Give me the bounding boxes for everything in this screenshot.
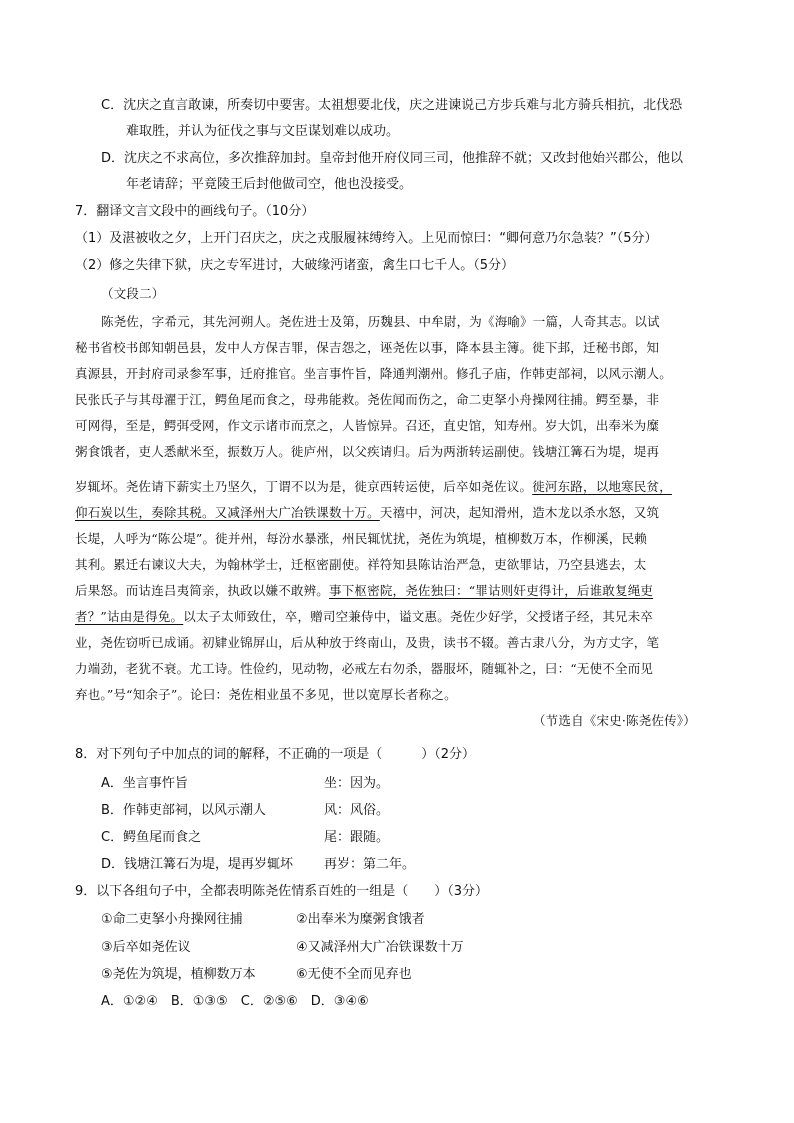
q7-sentence-2: （2）修之失律下狱，庆之专军进讨，大破缘沔诸蛮，禽生口七千人。（5分） — [75, 258, 515, 273]
q8-option-a-sentence: A．坐言事忤旨 — [101, 776, 188, 791]
underlined-sentence-1b: 仰石炭以生，奏除其税。又减泽州大广冶铁课数十万。 — [75, 505, 380, 520]
q9-item: ⑥无使不全而见弃也 — [296, 967, 412, 982]
passage2-line — [75, 479, 672, 495]
passage2-text: 后果怒。而诂连吕夷简亲，执政以嫌不敢辨。 — [75, 583, 330, 598]
passage2-line — [75, 609, 653, 625]
q6-option-c-line1: C．沈庆之直言敢谏，所奏切中要害。太祖想要北伐，庆之进谏说己方步兵难与北方骑兵相抗，北伐恐 — [101, 98, 683, 113]
passage2-line: 力端劲，老犹不衰。尤工诗。性俭约，见动物，必戒左右勿杀，器服坏，随辄补之，曰：“无使不全而见 — [75, 661, 654, 676]
passage2-line: 长堤，人呼为“陈公堤”。徙并州，每汾水暴涨，州民辄忧扰，尧佐为筑堤，植柳数万本，作柳溪，民赖 — [75, 531, 647, 546]
q8-option-d-sentence: D．钱塘江篝石为堤，堤再岁辄坏 — [101, 857, 294, 872]
passage2-text: 天禧中，河决，起知滑州，造木龙以杀水怒，又筑 — [379, 505, 660, 520]
q9-item: ②出奉米为糜粥食饿者 — [296, 912, 425, 927]
q9-title: 9．以下各组句子中，全都表明陈尧佐情系百姓的一组是（ ）（3分） — [75, 884, 489, 899]
q9-answer-options: A．①②④ B．①③⑤ C．②⑤⑥ D．③④⑥ — [101, 994, 369, 1009]
underlined-sentence-2b: 者？”诂由是得免。 — [75, 609, 184, 624]
passage2-text: 岁辄坏。尧佐请下薪实土乃坚久，丁谓不以为是，徙京西转运使，后卒如尧佐议。 — [75, 479, 533, 494]
q7-sentence-1: （1）及湛被收之夕，上开门召庆之，庆之戎服履袜缚绔入。上见而惊曰：“卿何意乃尔急装？”（5分） — [75, 231, 658, 246]
passage2-heading: （文段二） — [101, 286, 165, 301]
passage2-line: 可网得，至是，鳄弭受网，作文示诸市而烹之，人皆惊异。召还，直史馆，知寿州。岁大饥，出奉米为糜 — [75, 418, 660, 433]
passage2-line: 陈尧佐，字希元，其先河朔人。尧佐进士及第，历魏县、中牟尉，为《海喻》一篇，人奇其志。以试 — [101, 314, 660, 329]
q8-option-c-explanation: 尾：跟随。 — [324, 830, 390, 845]
q8-option-a-explanation: 坐：因为。 — [324, 776, 390, 791]
passage2-source: （节选自《宋史·陈尧佐传》） — [532, 713, 696, 728]
underlined-sentence-1a: 徙河东路，以地寒民贫， — [532, 479, 672, 494]
q9-item: ①命二吏拏小舟操网往捕 — [101, 912, 243, 927]
q9-item: ③后卒如尧佐议 — [101, 940, 191, 955]
passage2-line: 秘书省校书郎知朝邑县，发中人方保吉罪，保吉怨之，诬尧佐以事，降本县主簿。徙下邽，迁秘书郎，知 — [75, 340, 660, 355]
passage2-line — [75, 583, 653, 599]
passage2-line: 其利。累迁右谏议大夫，为翰林学士，迁枢密副使。祥符知县陈诂治严急，吏欲罪诂，乃空县逃去，太 — [75, 557, 647, 572]
q8-option-b-sentence: B．作韩吏部祠，以风示潮人 — [101, 803, 266, 818]
passage2-line: 粥食饿者，吏人悉献米至，振数万人。徙庐州，以父疾请归。后为两浙转运副使。钱塘江篝石为堤，堤再 — [75, 444, 660, 459]
passage2-line: 真源县，开封府司录参军事，迁府推官。坐言事忤旨，降通判潮州。修孔子庙，作韩吏部祠，以风示潮人。 — [75, 366, 672, 381]
passage2-line: 弃也。”号“知余子”。论曰：尧佐相业虽不多见，世以宽厚长者称之。 — [75, 687, 457, 702]
q9-item: ④又减泽州大广冶铁课数十万 — [296, 940, 464, 955]
passage2-text: 以太子太师致仕，卒，赠司空兼侍中，谥文惠。尧佐少好学，父授诸子经，其兄未卒 — [183, 609, 654, 624]
passage2-line: 民张氏子与其母濯于江，鳄鱼尾而食之，母弗能救。尧佐闻而伤之，命二吏拏小舟操网往捕。鳄至暴，非 — [75, 392, 660, 407]
q7-title: 7．翻译文言文段中的画线句子。（10分） — [75, 204, 315, 219]
passage2-line — [75, 505, 659, 521]
q8-title: 8．对下列句子中加点的词的解释，不正确的一项是（ ）（2分） — [75, 747, 476, 762]
q9-item: ⑤尧佐为筑堤，植柳数万本 — [101, 967, 256, 982]
q8-option-b-explanation: 风：风俗。 — [324, 803, 390, 818]
passage2-line: 业，尧佐窃听已成诵。初肄业锦屏山，后从种放于终南山，及贵，读书不辍。善古隶八分，为方丈字，笔 — [75, 635, 660, 650]
q8-option-d-explanation: 再岁：第二年。 — [324, 857, 416, 872]
q6-option-c-line2: 难取胜，并认为征伐之事与文臣谋划难以成功。 — [126, 124, 400, 139]
q6-option-d-line1: D．沈庆之不求高位，多次推辞加封。皇帝封他开府仪同三司，他推辞不就；又改封他始兴郡公，他以 — [101, 151, 684, 166]
q6-option-d-line2: 年老请辞；平竟陵王后封他做司空，他也没接受。 — [126, 177, 413, 192]
q8-option-c-sentence: C．鳄鱼尾而食之 — [101, 830, 202, 845]
underlined-sentence-2a: 事下枢密院，尧佐独曰：“罪诂则奸吏得计，后谁敢复绳吏 — [329, 583, 654, 598]
